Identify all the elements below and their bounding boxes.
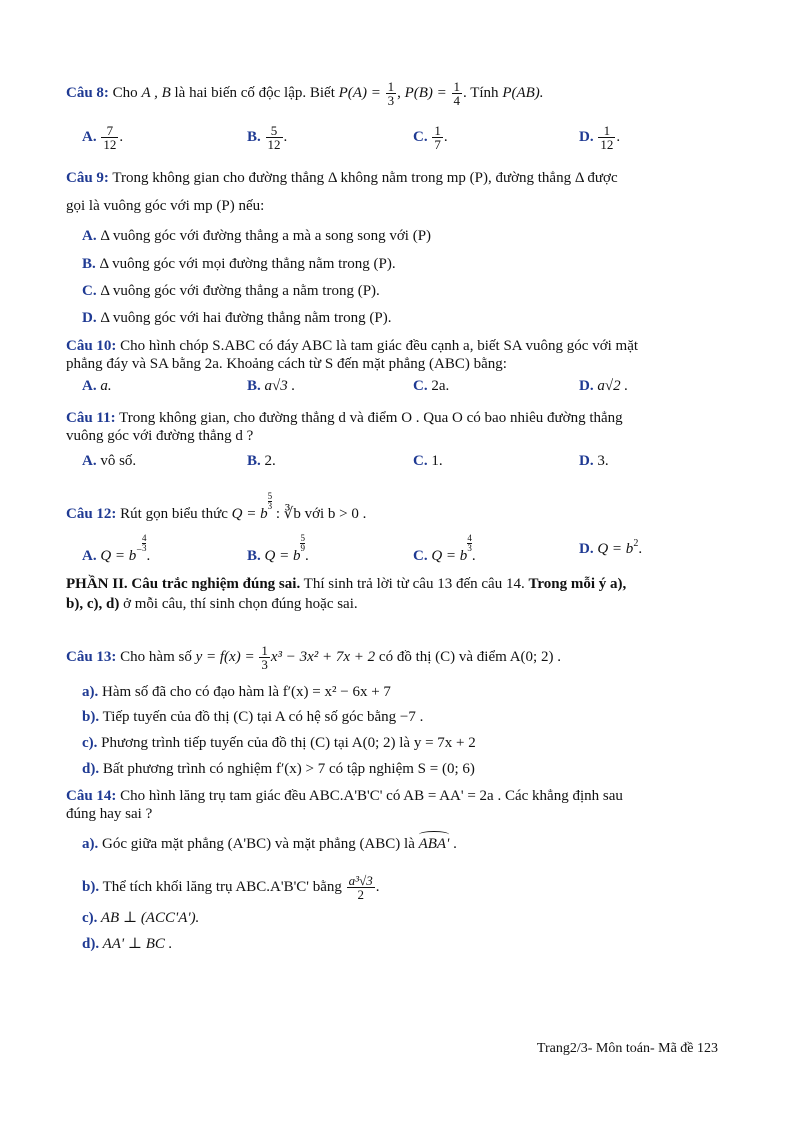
q9-label: Câu 9: [66,170,109,186]
q14-stem-line2: đúng hay sai ? [66,806,153,822]
q8-vars: A , B [141,84,171,101]
q11-stem-line1: Câu 11: Trong không gian, cho đường thẳng d và điểm O . Qua O có bao nhiêu đường thẳng [66,410,623,426]
q10-stem-line1: Câu 10: Cho hình chóp S.ABC có đáy ABC là tam giác đều cạnh a, biết SA vuông góc với mặt [66,338,639,354]
part2-heading-line1: PHẦN II. Câu trắc nghiệm đúng sai. Thí sinh trả lời từ câu 13 đến câu 14. Trong mỗi ý a), [66,576,627,592]
q11-option-a: A. vô số. [82,453,137,469]
q10-label: Câu 10: [66,338,117,354]
q11-option-b: B. 2. [247,453,276,469]
q10-option-b: B. a√3 . [247,378,296,394]
q9-option-c: C. Δ vuông góc với đường thẳng a nằm trong (P). [82,283,380,299]
q8-option-d: D. $\frac{1}{12}$ . [579,123,621,152]
q8-pb: P(B) = [404,84,447,101]
part2-heading-line2: b), c), d) ở mỗi câu, thí sinh chọn đúng hoặc sai. [66,596,358,612]
q8-text-a: Cho [112,84,142,101]
q12-stem: Câu 12: Rút gọn biểu thức Q = b $\frac{5}{3}$ : ∛b với b > 0 . [66,491,367,522]
q10-option-c: C. 2a. [413,378,450,394]
q14-item-b: b). Thể tích khối lăng trụ ABC.A'B'C' bằng $\frac{\text{a³√3}}{2}$ . [82,873,380,902]
q12-option-a: A. Q = b− $\frac{4}{3}$ . [82,533,151,564]
q13-item-b: b). Tiếp tuyến của đồ thị (C) tại A có hệ số góc bằng −7 . [82,709,424,725]
q13-item-c: c). Phương trình tiếp tuyến của đồ thị (C) tại A(0; 2) là y = 7x + 2 [82,735,476,751]
q12-option-d: D. $Q = b^2$. [579,538,643,557]
q14-item-d: d). AA' ⊥ BC . [82,936,173,952]
q11-option-c: C. 1. [413,453,443,469]
q10-option-d: D. a√2 . [579,378,629,394]
q11-label: Câu 11: [66,410,116,426]
q9-option-a: A. Δ vuông góc với đường thẳng a mà a song song với (P) [82,228,432,244]
q8-pa: P(A) = [338,84,381,101]
q13-stem: Câu 13: Cho hàm số y = f(x) = $\frac{1}{3}$ x³ − 3x² + 7x + 2 có đồ thị (C) và điểm A(0; 2) . [66,643,561,672]
q8-frac-b: $\frac{1}{4}$ [453,79,460,108]
q12-label: Câu 12: [66,506,117,522]
q8-stem: Câu 8: Cho A , B là hai biến cố độc lập. Biết P(A) = $\frac{1}{3}$ , P(B) = $\frac{1}{4}$ . Tính P(AB). [66,79,544,108]
q14-stem-line1: Câu 14: Cho hình lăng trụ tam giác đều ABC.A'B'C' có AB = AA' = 2a . Các khẳng định sau [66,788,623,804]
q8-option-c: C. $\frac{1}{7}$ . [413,123,448,152]
q14-label: Câu 14: [66,788,117,804]
q9-stem-line2: gọi là vuông góc với mp (P) nếu: [66,198,265,214]
q8-frac-a: $\frac{1}{3}$ [387,79,395,108]
q13-label: Câu 13: [66,648,117,665]
q12-option-c: C. Q = b $\frac{4}{3}$ . [413,533,476,564]
q8-option-a: A. $\frac{7}{12}$ . [82,123,124,152]
q8-pab: P(AB). [502,84,544,101]
q8-option-b: B. $\frac{5}{12}$ . [247,123,288,152]
page-footer: Trang2/3- Môn toán- Mã đề 123 [536,1041,718,1056]
q14-item-c: c). AB ⊥ (ACC'A'). [82,910,200,926]
q10-stem-line2: phẳng đáy và SA bằng 2a. Khoảng cách từ S đến mặt phẳng (ABC) bằng: [66,356,507,372]
q9-stem-line1: Câu 9: Trong không gian cho đường thẳng Δ không nằm trong mp (P), đường thẳng Δ được [66,170,618,186]
q9-option-b: B. Δ vuông góc với mọi đường thẳng nằm trong (P). [82,256,396,272]
q13-item-d: d). Bất phương trình có nghiệm f′(x) > 7 có tập nghiệm S = (0; 6) [82,761,475,777]
q13-item-a: a). Hàm số đã cho có đạo hàm là f′(x) = x² − 6x + 7 [82,684,391,700]
q11-stem-line2: vuông góc với đường thẳng d ? [66,428,254,444]
q9-option-d: D. Δ vuông góc với hai đường thẳng nằm trong (P). [82,310,392,326]
q11-option-d: D. 3. [579,453,609,469]
q14-item-a: a). Góc giữa mặt phẳng (A'BC) và mặt phẳng (ABC) là ABA' . [82,836,457,852]
q8-label: Câu 8: [66,84,109,101]
q8-text-b: là hai biến cố độc lập. Biết [170,84,339,101]
q10-option-a: A. a. [82,378,112,394]
q12-option-b: B. Q = b $\frac{5}{9}$ . [247,533,309,564]
q8-text-c: . Tính [463,84,503,101]
